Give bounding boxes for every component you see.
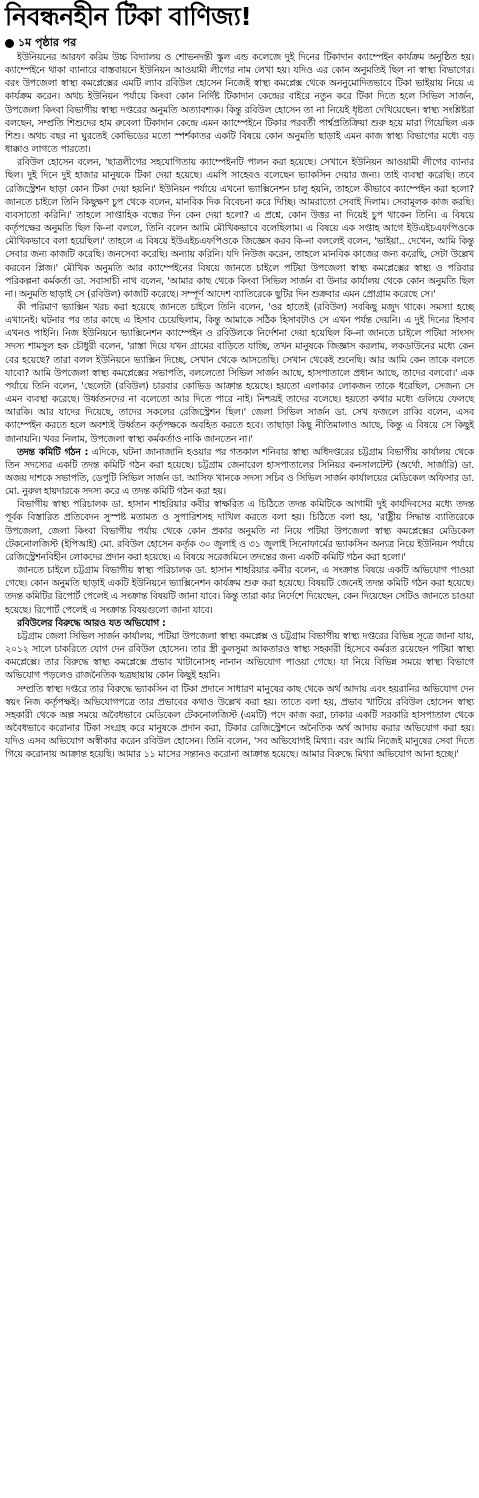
article-paragraph: চট্টগ্রাম জেলা সিভিল সার্জন কার্যালয়, পটিয়া উপজেলা স্বাস্থ্য কমপ্লেক্স ও চট্টগ্রাম বিভাগীয় স্বাস্থ্য দপ্তরের বিভিন্ন সূত্রে জানা যায়, ২০১২ সালে চাকরিতে যোগ দেন রবিউল হোসেন। তার স্ত্রী কুলসুমা আকতারও স্বাস্থ্য সহকারী হিসেবে কর্মরত রয়েছেন পটিয়া স্বাস্থ্য কমপ্লেক্সে। তার বিরুদ্ধে স্বাস্থ্য কমপ্লেক্সে প্রভাব খাটানোসহ নানান অভিযোগ পাওয়া গেছে। যা নিয়ে বিভিন্ন সময়ে স্বাস্থ্য বিভাগে অভিযোগ পড়লেও রাজনৈতিক ছত্রছায়ায় কোন কিছুই হয়নি। (5, 630, 474, 682)
article-paragraph: রবিউল হোসেন বলেন, 'ছাত্রলীগের সহযোগিতায় ক্যাম্পেইনটি পালন করা হয়েছে। সেখানে ইউনিয়ন আওয়ামী লীগের ব্যানার ছিল। দুই দিনে দুই হাজার মানুষকে টিকা দেয়া হয়েছে। এমপি সাহেবও বলেছেন ভ্যাকসিন দেয়ার জন্য। তাই ব্যবস্থা করেছি। তবে রেজিস্ট্রেশন ছাড়া কোন টিকা দেয়া হয়নি।' ইউনিয়ন পর্যায়ে এখনো ভ্যাক্সিনেশন চালু হয়নি, তাহলে কীভাবে ক্যাম্পেইন করা হলো? জানতে চাইলে তিনি কিছুক্ষণ চুপ থেকে বলেন, মানবিক দিক বিবেচনা করে দিচ্ছি। আমরাতো সেবাই দিলাম। সেবামূলক কাজ করছি। ব্যবসাতো করিনি।' তাহলে সাপ্তাহিক বন্ধের দিন কেন দেয়া হলো? এ প্রশ্নে, কোন উত্তর না দিয়েই চুপ থাকেন তিনি। এ বিষয়ে কর্তৃপক্ষের অনুমতি ছিল কি-না বললে, তিনি বলেন আমি মৌখিকভাবে বলেছিলাম। এ বিষয়ে এক সপ্তাহ আগে ইউএইচএফপিওকে মৌখিকভাবে বলা হয়েছিল।' তাহলে এ বিষয়ে ইউএইচএফপিওকে জিজ্ঞেস করব কি-না বললেই বলেন, 'ভাইয়া.. দেখেন, আমি কিন্তু সেবার জন্য কাজটি করেছি। জনসেবা করেছি। অন্যায় করিনি। যদি নিউজ করেন, তাহলে মানবিক কাজের জন্য করেছি, সেটা উল্লেখ করবেন প্লিজ।' মৌখিক অনুমতি আর ক্যাম্পেইনের বিষয়ে জানতে চাইলে পটিয়া উপজেলা স্বাস্থ্য কমপ্লেক্সের স্বাস্থ্য ও পরিবার পরিকল্পনা কর্মকর্তা ডা. সবাসাচী নাথ বলেন, 'আমার কাছ থেকে কিংবা সিভিল সার্জন বা উনার কার্যালয় থেকে কোন অনুমতি ছিল না। অনুমতি ছাড়াই সে (রবিউল) কাজটি করেছে। সম্পূর্ণ আদেশ ব্যাতিরেকে ছুটির দিন শুক্রবার এমন প্রোগ্রাম করেছে সে।' (5, 157, 474, 300)
continuation-label (5, 36, 474, 50)
headline: নিবন্ধনহীন টিকা বাণিজ্য! (5, 2, 252, 31)
article-paragraph: জানতে চাইলে চট্টগ্রাম বিভাগীয় স্বাস্থ্য পরিচালক ডা. হাসান শাহরিয়ার কবীর বলেন, এ সংক্রান্ত বিষয়ে একটি অভিযোগ পাওয়া গেছে। কোন অনুমতি ছাড়াই একটি ইউনিয়নে ভ্যাক্সিনেশন কার্যক্রম শুরু করা হয়েছে। বিষয়টি জেনেই তদন্ত কমিটি গঠন করা হয়েছে। তদন্ত কমিটির রিপোর্ট পেলেই এ সংক্রান্ত বিষয়টি জানা যাবে। কিন্তু তারা কার নির্দেশে দিয়েছেন, কেন দিয়েছেন সেটিও জানতে চাওয়া হয়েছে। রিপোর্ট পেলেই এ সংক্রান্ত বিষয়গুলো জানা যাবে। (5, 565, 474, 616)
bullet-icon (5, 39, 14, 48)
section-heading: তদন্ত কমিটি গঠন : (17, 446, 89, 458)
section-heading-paragraph (5, 617, 474, 630)
section-heading: রবিউলের বিরুদ্ধে আরও যত অভিযোগ : (17, 617, 166, 629)
section-paragraph (5, 446, 474, 499)
article-paragraph: কী পরিমাণ ভ্যাক্সিন খরচ করা হয়েছে জানতে চাইলে তিনি বলেন, 'ওর হাতেই (রবিউল) সবকিছু মজুদ থাকে। সমস্যা হচ্ছে এখানেই। ঘটনার পর তার কাছে এ হিসাব চেয়েছিলাম, কিন্তু আমাকে সঠিক হিসাবটাও সে এখন পর্যন্ত দেয়নি। এ দুই দিনের হিসাব এখনও পাইনি। নিজ ইউনিয়নে ভ্যাক্সিনেশন ক্যাম্পেইন ও রবিউলকে নির্দেশনা দেয়া হয়েছিল কি-না জানতে চাইলে পটিয়া সাংসদ সদস্য শামসুল হক চৌধুরী বলেন, 'রাস্তা দিয়ে যখন গ্রামের বাড়িতে যাচ্ছি, তখন মানুষকে জিজ্ঞাস করলাম, লকডাউনের মধ্যে কেন বের হয়েছে? তারা বলল ইউনিয়নে ভ্যাক্সিন দিচ্ছে, সেখান থেকে আসতেছি। সেখান থেকেই শুনেছি। আর আমি কেন তাকে বলতে যাবো? আমি উপজেলা স্বাস্থ্য কমপ্লেক্সের সভাপতি, বললেতো সিভিল সার্জন আছে, হাসপাতালে প্রধান আছে, তাদের বলবো।' এক পর্যায়ে তিনি বলেন, 'ছেলেটা (রবিউল) চারবার কোভিড আক্রান্ত হয়েছে। হয়তো এলাকার লোকজন তাকে ধরেছিল, সেজন্য সে এমন ব্যবস্থা করেছে। উর্ধ্বতনদের না বলেতো আর দিতে পারে নাই। নিশ্চয়ই তাদের বলেছে। হয়তো কথার মধ্যে গুলিয়ে ফেলছে আরকি। আর যাদের দিয়েছে, তাদের সকলের রেজিস্ট্রেশন ছিল।' জেলা সিভিল সার্জন ডা. সেখ ফজলে রাব্বি বলেন, এসব ক্যাম্পেইন করতে হলে অবশ্যই উর্ধ্বতন কর্তৃপক্ষকে অবহিত করতে হবে। তাছাড়া কিছু নীতিমালাও আছে, কিন্তু এ বিষয়ে সে কিছুই জানায়নি। খবর নিলাম, উপজেলা স্বাস্থ্য কর্মকর্তাও নাকি জানতেন না।' (5, 301, 474, 445)
article-paragraph: বিভাগীয় স্বাস্থ্য পরিচালক ডা. হাসান শাহরিয়ার কবীর স্বাক্ষরিত এ চিঠিতে তদন্ত কমিটিকে আগামী দুই কার্যদিবসের মধ্যে তদন্ত পূর্বক বিস্তারিত প্রতিবেদন সুস্পষ্ট মতামত ও সুপারিশসহ দাখিল করতে বলা হয়। চিঠিতে বলা হয়, 'রাষ্ট্রীয় সিদ্ধান্ত ব্যাতিরেকে উপজেলা, জেলা কিংবা বিভাগীয় পর্যায় থেকে কোন প্রকার অনুমতি না নিয়ে পটিয়া উপজেলা স্বাস্থ্য কমপ্লেক্সের মেডিকেল টেকনোলজিস্ট (ইপিআই) মো. রবিউল হোসেন কর্তৃক ৩০ জুলাই ও ৩১ জুলাই সিনোফার্মের ভ্যাকসিন অন্যত্র নিয়ে ইউনিয়ন পর্যায়ে রেজিস্ট্রেশনবিহীন লোকদের প্রদান করা হয়েছে। এ বিষয়ে সরেজমিনে তদন্তের জন্য একটি কমিটি গঠন করা হলো।' (5, 499, 474, 563)
continuation-text: ১ম পৃষ্ঠার পর (18, 36, 77, 49)
article-paragraph: সম্প্রতি স্বাস্থ্য দপ্তরে তার বিরুদ্ধে ভ্যাকসিন বা টিকা প্রদানে সাধারণ মানুষের কাছ থেকে অর্থ আদায় এবং হয়রানির অভিযোগ দেন স্বয়ং নিজ কর্তৃপক্ষই। অভিযোগপত্রে তার প্রভাবের কথাও উল্লেখ করা হয়। তাতে বলা হয়, প্রভাব খাটিয়ে রবিউল হোসেন স্বাস্থ্য সহকারী থেকে অল্প সময়ে অবৈধভাবে মেডিকেল টেকনোলজিস্ট (এমটি) পদে কাজ করা, ঢাকার একটি সরকারি হাসপাতাল থেকে অবৈধভাবে করোনার টিকা সংগ্রহ করে মানুষকে প্রদান করা, টিকার রেজিস্ট্রেশনে অনৈতিক অর্থ আদায় করার অভিযোগ করা হয়। যদিও এসব অভিযোগ অস্বীকার করেন রবিউল হোসেন। তিনি বলেন, 'সব অভিযোগই মিথ্যা। বরং আমি নিজেই মানুষের সেবা দিতে গিয়ে করোনায় আক্রান্ত হয়েছি। আমার ১১ মাসের সন্তানও করোনা আক্রান্ত হয়েছে। আমার বিরুদ্ধে মিথ্যা অভিযোগ আনা হচ্ছে।' (5, 683, 474, 761)
section-body: এদিকে, ঘটনা জানাজানি হওয়ার পর গতকাল শনিবার স্বাস্থ্য অধিদপ্তরের চট্টগ্রাম বিভাগীয় কার্যালয় থেকে তিন সদস্যের একটি তদন্ত কমিটি গঠন করা হয়েছে। চট্টগ্রাম জেনারেল হাসপাতালের সিনিয়র কনসালটেন্ট (অর্থো. সার্জারি) ডা. অজয় দাশকে সভাপতি, ডেপুটি সিভিল সার্জন ডা. আসিফ খানকে সদস্য সচিব ও সিভিল সার্জন কার্যালয়ের মেডিকেল অফিসার ডা. মো. নুরুল হায়দারকে সদস্য করে এ তদন্ত কমিটি গঠন করা হয়। (5, 446, 474, 498)
article-paragraph: ইউনিয়নের আরফা করিম উচ্চ বিদ্যালয় ও শোভনদন্তী স্কুল এন্ড কলেজে দুই দিনের টিকাদান ক্যাম্পেইন কার্যক্রম অনুষ্ঠিত হয়। ক্যাম্পেইনে থাকা ব্যানারে বাস্তবায়নে ইউনিয়ন আওয়ামী লীগের নাম লেখা হয়। যদিও এর কোন অনুমতিই ছিল না স্বাস্থ্য বিভাগের। বরং উপজেলা স্বাস্থ্য কমপ্লেক্সের এমটি ল্যাব রবিউল হোসেন নিজেই স্বাস্থ্য কমপ্লেক্স থেকে অননুমোদিতভাবে টিকা ভাইয়ায় নিয়ে এ কার্যক্রম করেন। অথচ ইউনিয়ন পর্যায়ে কিংবা কোন নির্দিষ্ট টিকাদান কেন্দ্রের বাইরে নতুন করে টিকা দিতে হলে সিভিল সার্জন, উপজেলা কিংবা বিভাগীয় স্বাস্থ্য দপ্তরের অনুমতি অত্যাবশ্যক। কিন্তু রবিউল হোসেন তা না নিয়েই ধৃষ্টতা দেখিয়েছেন। স্বাস্থ্য সংশ্লিষ্টরা বলছেন, সম্প্রতি শিশুদের হাম রুবেলা টিকাদান কেন্দ্রে এমন ক্যাম্পেইনে টিকার পরবর্তী পার্শ্বপ্রতিক্রিয়া শুরু হয়ে মারা গিয়েছিল এক শিশু। অথচ বছর না ঘুরতেই কোভিডের মতো স্পর্শকাতর একটি বিষয়ে কোন অনুমতি ছাড়াই এমন কাজ স্বাস্থ্য বিভাগের মধ্যে বড় ধাক্কাও লাগতে পারতো। (5, 52, 474, 156)
